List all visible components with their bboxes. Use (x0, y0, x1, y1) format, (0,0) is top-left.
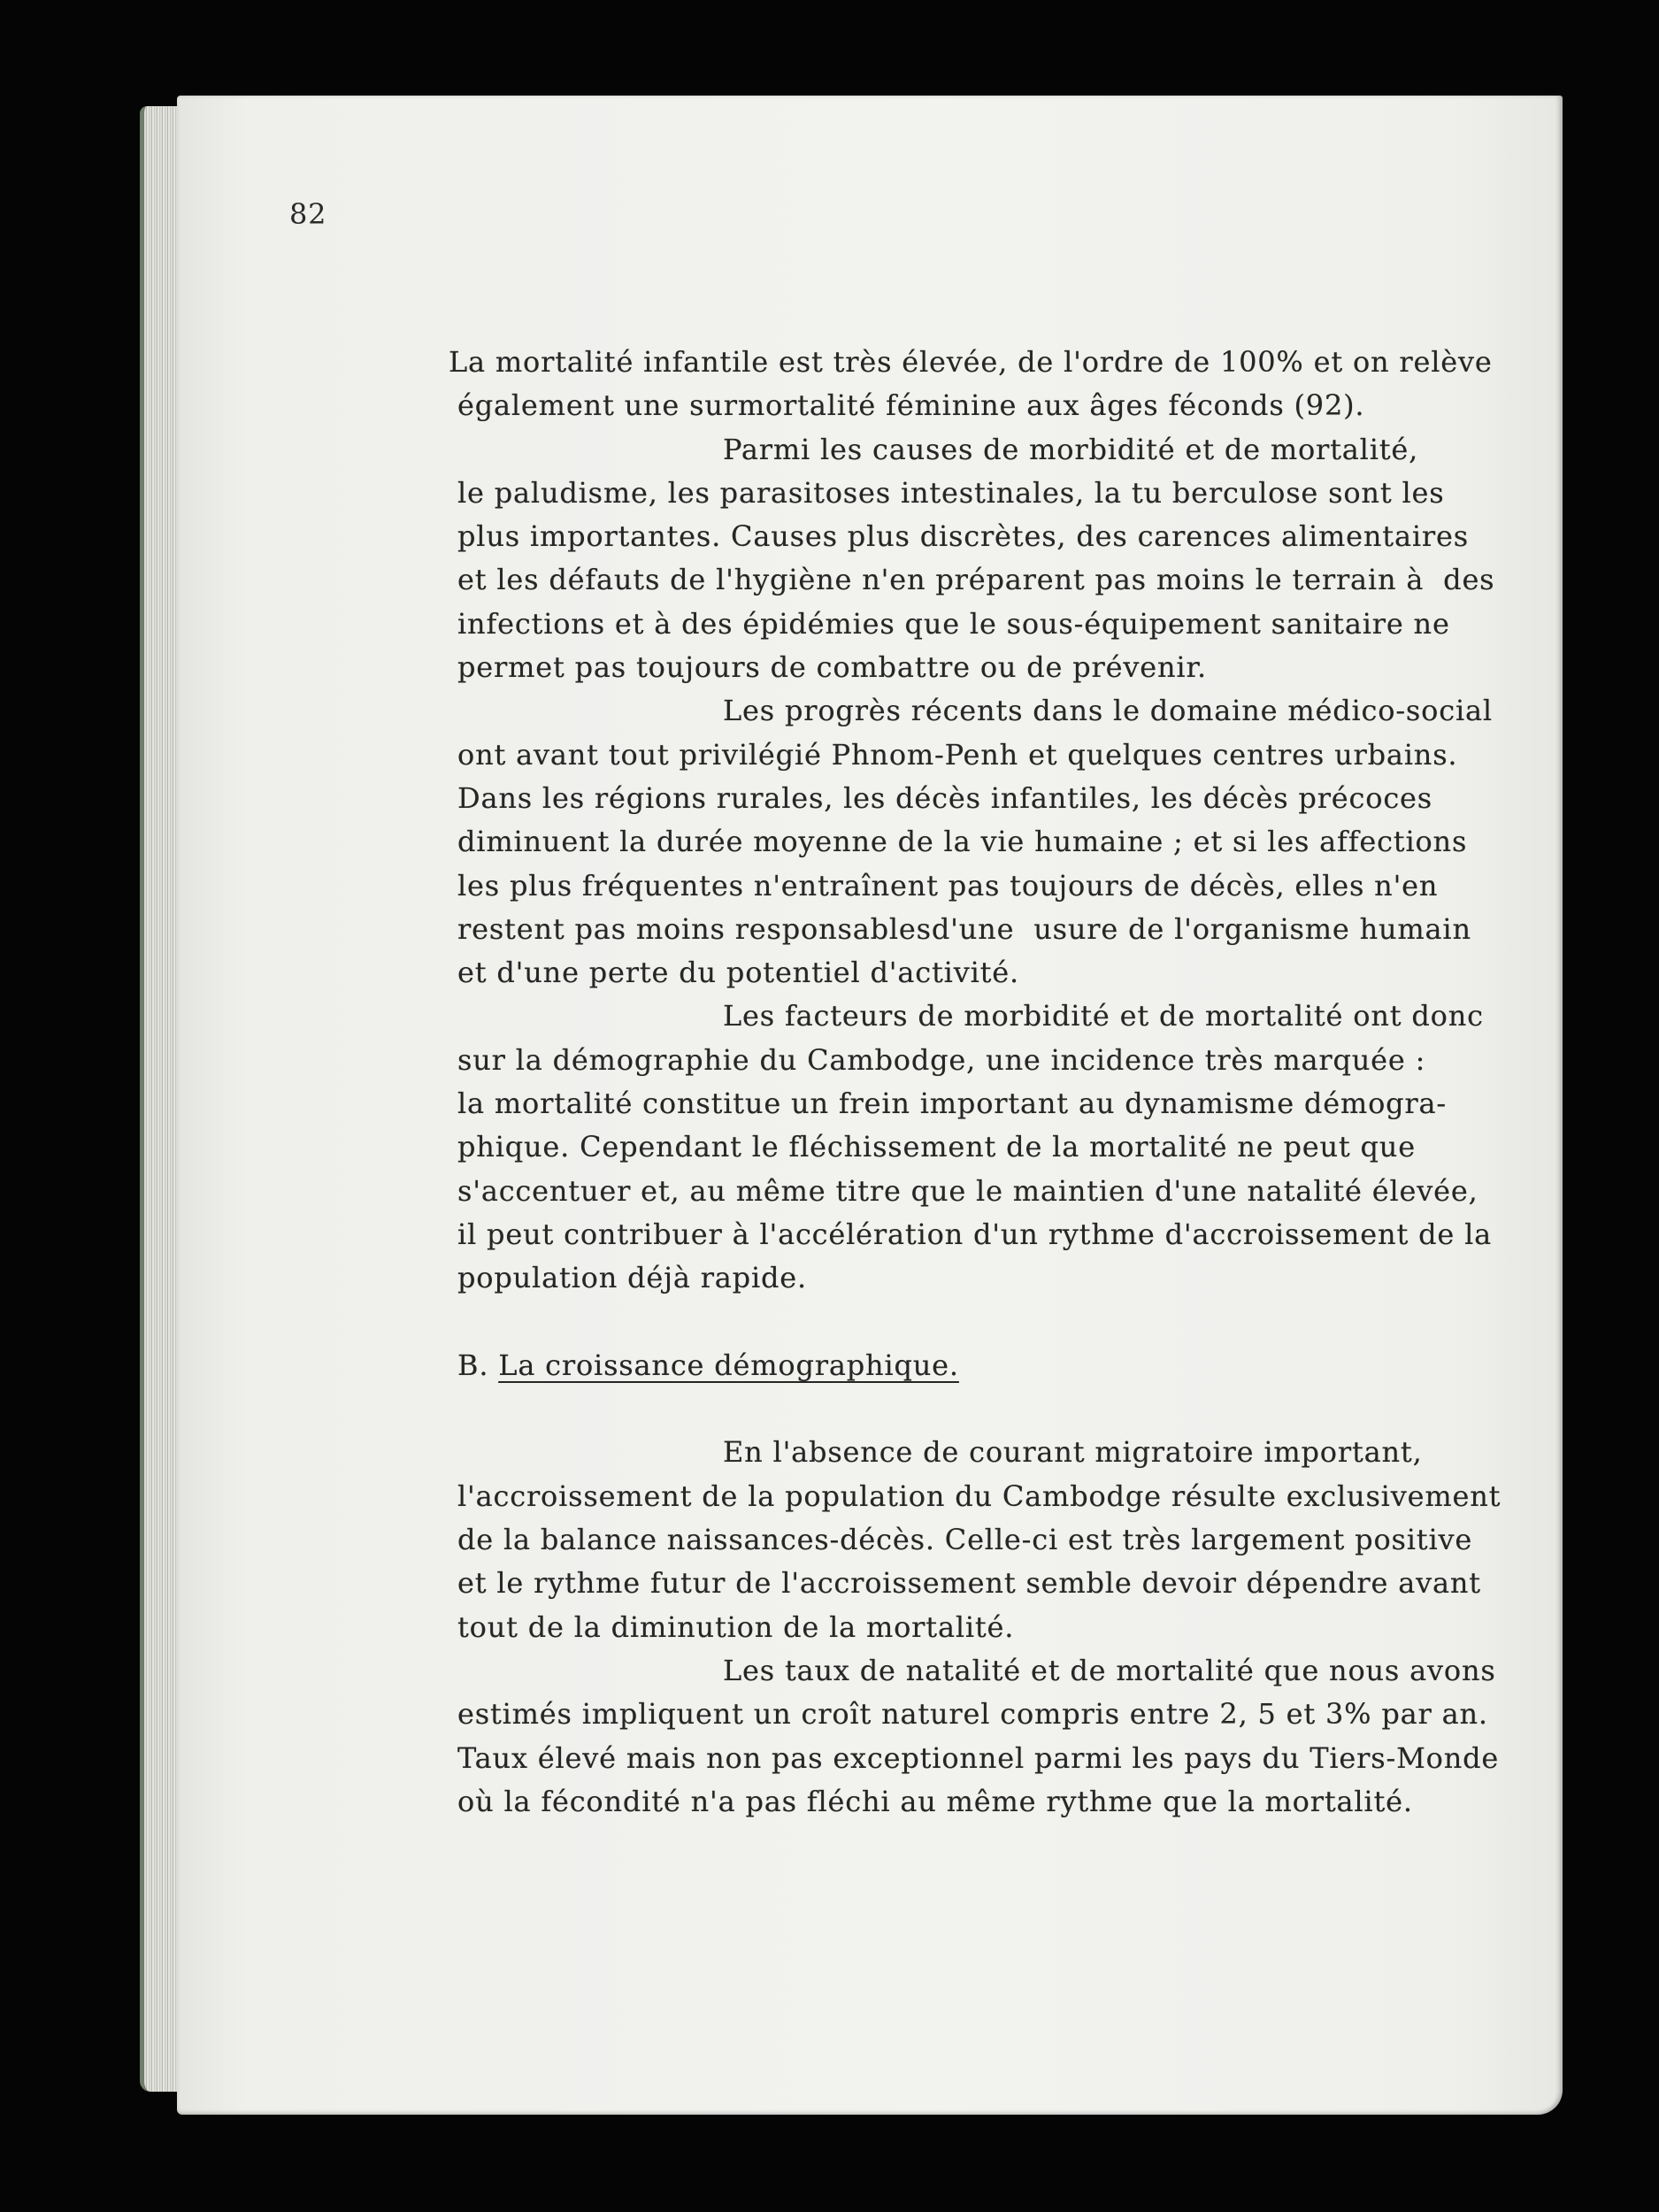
text-line: En l'absence de courant migratoire important, (723, 1435, 1423, 1470)
text-line: Taux élevé mais non pas exceptionnel parmi les pays du Tiers-Monde (457, 1740, 1500, 1775)
text-line: La mortalité infantile est très élevée, de l'ordre de 100% et on relève (449, 345, 1493, 379)
text-line: restent pas moins responsablesd'une usure de l'organisme humain (457, 911, 1471, 946)
paragraph (457, 1431, 1501, 1648)
text-line: l'accroissement de la population du Cambodge résulte exclusivement (457, 1479, 1502, 1513)
text-line: et les défauts de l'hygiène n'en préparent pas moins le terrain à des (457, 563, 1495, 597)
text-line: diminuent la durée moyenne de la vie humaine ; et si les affections (457, 825, 1468, 859)
text-line: tout de la diminution de la mortalité. (457, 1609, 1015, 1644)
text-line: phique. Cependant le fléchissement de la mortalité ne peut que (457, 1130, 1416, 1164)
section-heading (457, 1344, 1501, 1387)
text-line: Parmi les causes de morbidité et de mortalité, (723, 432, 1419, 466)
text-line: de la balance naissances-décès. Celle-ci est très largement positive (457, 1523, 1473, 1557)
section-heading-label: B. (457, 1348, 499, 1382)
text-line: plus importantes. Causes plus discrètes, des carences alimentaires (457, 519, 1469, 554)
text-column (449, 341, 1502, 1824)
text-line: également une surmortalité féminine aux âges féconds (92). (457, 388, 1365, 423)
paragraph (457, 995, 1501, 1300)
book-page (177, 96, 1563, 2115)
text-line: le paludisme, les parasitoses intestinales, la tu berculose sont les (457, 475, 1445, 510)
text-line: les plus fréquentes n'entraînent pas toujours de décès, elles n'en (457, 868, 1439, 902)
paragraph (457, 428, 1501, 690)
text-line: où la fécondité n'a pas fléchi au même rythme que la mortalité. (457, 1784, 1413, 1818)
text-line: la mortalité constitue un frein important au dynamisme démogra- (457, 1087, 1448, 1121)
text-line: ont avant tout privilégié Phnom-Penh et quelques centres urbains. (457, 737, 1458, 772)
text-line: infections et à des épidémies que le sous-équipement sanitaire ne (457, 606, 1450, 641)
text-line: il peut contribuer à l'accélération d'un rythme d'accroissement de la (457, 1217, 1492, 1251)
text-line: Les facteurs de morbidité et de mortalité ont donc (723, 999, 1484, 1033)
text-line: sur la démographie du Cambodge, une incidence très marquée : (457, 1042, 1426, 1077)
section-heading-title: La croissance démographique. (498, 1348, 959, 1382)
text-line: et le rythme futur de l'accroissement semble devoir dépendre avant (457, 1566, 1481, 1601)
paragraph (457, 1649, 1501, 1824)
paragraph (457, 689, 1501, 995)
page-number: 82 (289, 197, 327, 231)
text-line: Les progrès récents dans le domaine médico-social (723, 694, 1493, 728)
text-line: permet pas toujours de combattre ou de prévenir. (457, 650, 1207, 685)
text-line: s'accentuer et, au même titre que le maintien d'une natalité élevée, (457, 1173, 1479, 1208)
text-line: population déjà rapide. (457, 1261, 807, 1295)
text-line: et d'une perte du potentiel d'activité. (457, 956, 1019, 990)
text-line: Les taux de natalité et de mortalité que nous avons (723, 1653, 1496, 1687)
text-line: Dans les régions rurales, les décès infantiles, les décès précoces (457, 780, 1433, 815)
paragraph (449, 341, 1501, 428)
text-line: estimés impliquent un croît naturel compris entre 2, 5 et 3% par an. (457, 1697, 1488, 1732)
